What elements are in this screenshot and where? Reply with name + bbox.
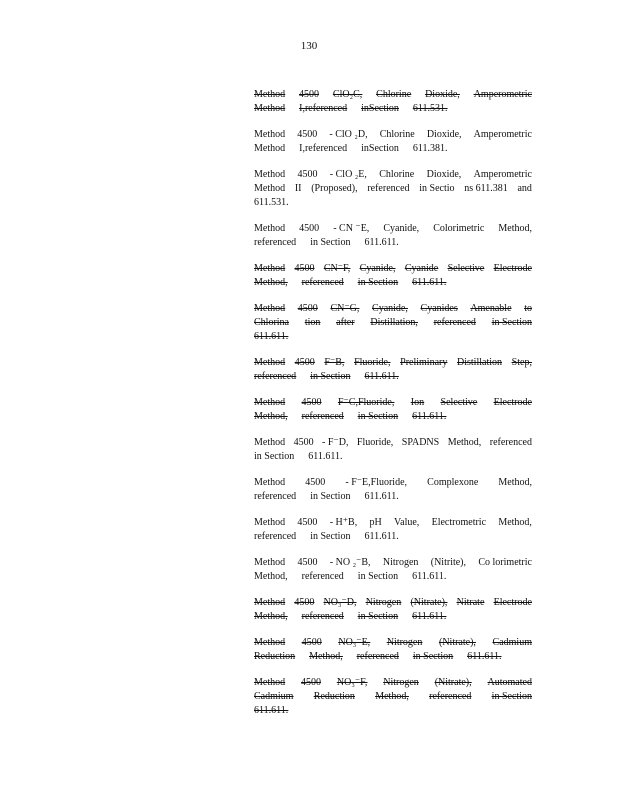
entry-line bbox=[254, 330, 532, 344]
entry-word: Cyanide, bbox=[383, 223, 420, 234]
entry-word: 4500 bbox=[297, 129, 318, 140]
entry-word: Cyanide bbox=[404, 263, 439, 274]
entry-word: 611.611. bbox=[254, 331, 289, 342]
entry-word: Selective bbox=[447, 263, 485, 274]
entry-word: Nitrogen bbox=[365, 597, 402, 608]
entry-word: Method bbox=[254, 103, 286, 114]
entry-word: NO₃⁻F, bbox=[336, 677, 368, 688]
entry-word: - CN ⁻E, bbox=[333, 223, 370, 234]
entry-line bbox=[254, 650, 532, 664]
entry-word: - F⁻E,Fluoride, bbox=[345, 477, 408, 488]
entry-word: 611.531. bbox=[254, 197, 289, 208]
entry-line bbox=[254, 476, 532, 490]
entry-word: in Section bbox=[310, 491, 351, 502]
entry-word: 611.611. bbox=[364, 491, 399, 502]
struck-method-entry bbox=[254, 356, 532, 384]
entry-word: Method bbox=[254, 677, 286, 688]
entry-word: referenced bbox=[301, 611, 344, 622]
entry-word: Complexone bbox=[427, 477, 479, 488]
method-entry bbox=[254, 128, 532, 156]
entry-word: ClO₂C, bbox=[332, 89, 363, 100]
entry-word: Method, bbox=[498, 517, 532, 528]
struck-method-entry bbox=[254, 396, 532, 424]
entry-word: Fluoride, bbox=[354, 357, 391, 368]
entry-word: (Nitrate), bbox=[438, 637, 476, 648]
entry-word: Cyanide, bbox=[372, 303, 408, 314]
entry-word: NO₃⁻D, bbox=[323, 597, 357, 608]
entry-word: Co lorimetric bbox=[478, 557, 532, 568]
entry-line bbox=[254, 302, 532, 316]
entry-word: Method, bbox=[498, 477, 532, 488]
entry-word: Fluoride, bbox=[356, 437, 394, 448]
method-entry bbox=[254, 436, 532, 464]
entry-word: referenced bbox=[301, 411, 344, 422]
struck-method-entry bbox=[254, 676, 532, 718]
entry-word: CN⁻G, bbox=[330, 303, 360, 314]
entry-word: - ClO ₂D, bbox=[329, 129, 368, 140]
entry-word: Method, bbox=[254, 571, 288, 582]
entry-word: Nitrogen bbox=[386, 637, 423, 648]
entry-word: Method, bbox=[309, 651, 343, 662]
entry-word: - NO ₂⁻B, bbox=[329, 557, 371, 568]
entry-word: F⁻B, bbox=[324, 357, 345, 368]
entry-word: (Nitrite), bbox=[430, 557, 467, 568]
entry-word: 611.611. bbox=[364, 531, 399, 542]
entry-word: 4500 bbox=[297, 557, 318, 568]
entry-word: referenced bbox=[429, 691, 472, 702]
entry-word: Amenable bbox=[470, 303, 512, 314]
method-entry bbox=[254, 556, 532, 584]
entry-word: inSection bbox=[361, 103, 399, 114]
entry-word: Chlorine bbox=[379, 129, 415, 140]
entry-word: SPADNS bbox=[401, 437, 440, 448]
entry-line bbox=[254, 262, 532, 276]
entry-word: referenced bbox=[356, 651, 399, 662]
entry-line bbox=[254, 690, 532, 704]
entry-word: 611.611. bbox=[412, 277, 447, 288]
entry-word: referenced bbox=[301, 571, 344, 582]
entry-line bbox=[254, 436, 532, 450]
entry-word: Method bbox=[254, 397, 286, 408]
method-list bbox=[254, 88, 532, 730]
entry-word: - F⁻D, bbox=[322, 437, 349, 448]
entry-word: Cadmium bbox=[492, 637, 532, 648]
entry-word: (Proposed), bbox=[311, 183, 358, 194]
entry-word: referenced bbox=[489, 437, 532, 448]
entry-word: Automated bbox=[487, 677, 532, 688]
entry-word: Method bbox=[254, 303, 286, 314]
entry-word: Electrode bbox=[493, 397, 532, 408]
entry-word: Selective bbox=[440, 397, 478, 408]
entry-word: in Section bbox=[254, 451, 295, 462]
entry-word: 611.611. bbox=[467, 651, 502, 662]
method-entry bbox=[254, 168, 532, 210]
entry-word: Method, bbox=[254, 611, 288, 622]
entry-word: 4500 bbox=[299, 223, 320, 234]
entry-word: 4500 bbox=[301, 397, 322, 408]
entry-line bbox=[254, 182, 532, 196]
entry-line bbox=[254, 356, 532, 370]
entry-word: 4500 bbox=[294, 597, 315, 608]
entry-line bbox=[254, 490, 532, 504]
entry-word: Distillation, bbox=[370, 317, 418, 328]
entry-word: Method bbox=[254, 517, 286, 528]
entry-word: 611.611. bbox=[412, 571, 447, 582]
entry-word: ns 611.381 bbox=[464, 183, 508, 194]
entry-word: 4500 bbox=[301, 677, 321, 688]
entry-word: 4500 bbox=[299, 89, 320, 100]
entry-line bbox=[254, 102, 532, 116]
entry-word: Dioxide, bbox=[425, 89, 460, 100]
entry-word: in Section bbox=[310, 531, 351, 542]
entry-word: Chlorina bbox=[254, 317, 289, 328]
entry-word: Amperometric bbox=[473, 129, 532, 140]
entry-word: Method bbox=[254, 169, 286, 180]
entry-word: 4500 bbox=[293, 437, 314, 448]
method-entry bbox=[254, 222, 532, 250]
struck-method-entry bbox=[254, 302, 532, 344]
entry-word: Cyanide, bbox=[359, 263, 396, 274]
struck-method-entry bbox=[254, 636, 532, 664]
entry-word: Method bbox=[254, 557, 286, 568]
entry-word: (Nitrate), bbox=[410, 597, 448, 608]
entry-word: Method bbox=[254, 89, 286, 100]
entry-word: in Section bbox=[491, 317, 532, 328]
entry-line bbox=[254, 704, 532, 718]
entry-word: 4500 bbox=[294, 263, 315, 274]
entry-word: I,referenced bbox=[299, 103, 348, 114]
entry-word: 611.611. bbox=[412, 611, 447, 622]
entry-line bbox=[254, 88, 532, 102]
entry-word: in Section bbox=[357, 611, 399, 622]
entry-word: in Section bbox=[357, 571, 399, 582]
entry-word: referenced bbox=[254, 531, 297, 542]
entry-line bbox=[254, 396, 532, 410]
struck-method-entry bbox=[254, 262, 532, 290]
entry-word: 4500 bbox=[294, 357, 315, 368]
entry-word: and bbox=[517, 183, 532, 194]
entry-word: Method, bbox=[375, 691, 409, 702]
entry-word: Distillation bbox=[457, 357, 503, 368]
entry-word: pH bbox=[369, 517, 382, 528]
entry-line bbox=[254, 410, 532, 424]
entry-word: Chlorine bbox=[379, 169, 415, 180]
entry-word: Nitrogen bbox=[382, 557, 419, 568]
entry-word: Method bbox=[254, 637, 286, 648]
entry-line bbox=[254, 676, 532, 690]
entry-word: in Section bbox=[310, 237, 351, 248]
entry-word: Method bbox=[254, 437, 286, 448]
entry-line bbox=[254, 222, 532, 236]
entry-word: 611.611. bbox=[364, 237, 399, 248]
entry-word: Preliminary bbox=[400, 357, 448, 368]
entry-word: 4500 bbox=[305, 477, 326, 488]
entry-line bbox=[254, 530, 532, 544]
entry-line bbox=[254, 636, 532, 650]
entry-word: referenced bbox=[254, 371, 297, 382]
entry-word: Method bbox=[254, 477, 286, 488]
entry-line bbox=[254, 316, 532, 330]
entry-word: in Section bbox=[491, 691, 532, 702]
entry-word: 4500 bbox=[297, 517, 318, 528]
entry-word: Method bbox=[254, 357, 286, 368]
entry-word: referenced bbox=[301, 277, 344, 288]
entry-word: Amperometric bbox=[473, 89, 532, 100]
method-entry bbox=[254, 476, 532, 504]
entry-word: 611.611. bbox=[364, 371, 399, 382]
entry-word: Method bbox=[254, 597, 286, 608]
entry-word: F⁻C,Fluoride, bbox=[337, 397, 395, 408]
entry-word: Dioxide, bbox=[426, 169, 462, 180]
entry-word: Colorimetric bbox=[433, 223, 485, 234]
entry-word: 4500 bbox=[297, 169, 318, 180]
entry-word: Step, bbox=[511, 357, 532, 368]
entry-word: in Section bbox=[412, 651, 454, 662]
page-number: 130 bbox=[300, 40, 318, 52]
entry-word: referenced bbox=[433, 317, 476, 328]
entry-word: Method bbox=[254, 143, 286, 154]
entry-line bbox=[254, 142, 532, 156]
entry-word: Method, bbox=[254, 277, 288, 288]
entry-word: in Sectio bbox=[419, 183, 455, 194]
entry-word: Cadmium bbox=[254, 691, 294, 702]
method-entry bbox=[254, 516, 532, 544]
entry-word: NO₃⁻E, bbox=[338, 637, 371, 648]
entry-word: Method bbox=[254, 129, 286, 140]
entry-word: Method bbox=[254, 263, 286, 274]
entry-word: I,referenced bbox=[299, 143, 348, 154]
entry-word: Method, bbox=[447, 437, 482, 448]
entry-word: tion bbox=[304, 317, 321, 328]
entry-word: Electrometric bbox=[431, 517, 487, 528]
entry-word: 611.611. bbox=[308, 451, 343, 462]
entry-word: Ion bbox=[410, 397, 425, 408]
entry-line bbox=[254, 196, 532, 210]
entry-word: inSection bbox=[361, 143, 399, 154]
entry-word: referenced bbox=[254, 491, 297, 502]
entry-line bbox=[254, 556, 532, 570]
entry-word: (Nitrate), bbox=[434, 677, 472, 688]
entry-line bbox=[254, 276, 532, 290]
entry-word: Electrode bbox=[493, 263, 532, 274]
entry-line bbox=[254, 570, 532, 584]
entry-line bbox=[254, 236, 532, 250]
entry-word: CN⁻F, bbox=[323, 263, 351, 274]
entry-line bbox=[254, 516, 532, 530]
entry-word: Method bbox=[254, 223, 286, 234]
entry-line bbox=[254, 596, 532, 610]
entry-word: 4500 bbox=[297, 303, 318, 314]
entry-word: - H⁺B, bbox=[329, 517, 358, 528]
entry-word: 611.611. bbox=[412, 411, 447, 422]
entry-line bbox=[254, 610, 532, 624]
entry-line bbox=[254, 128, 532, 142]
entry-word: Dioxide, bbox=[426, 129, 462, 140]
entry-word: Value, bbox=[394, 517, 420, 528]
entry-word: Reduction bbox=[254, 651, 296, 662]
entry-line bbox=[254, 168, 532, 182]
entry-word: II bbox=[294, 183, 302, 194]
entry-word: Reduction bbox=[313, 691, 355, 702]
entry-word: - ClO ₂E, bbox=[329, 169, 367, 180]
entry-word: Cyanides bbox=[420, 303, 458, 314]
entry-line bbox=[254, 370, 532, 384]
struck-method-entry bbox=[254, 596, 532, 624]
entry-word: referenced bbox=[367, 183, 410, 194]
entry-line bbox=[254, 450, 532, 464]
entry-word: Amperometric bbox=[473, 169, 532, 180]
entry-word: in Section bbox=[357, 411, 399, 422]
entry-word: after bbox=[336, 317, 355, 328]
entry-word: Electrode bbox=[493, 597, 532, 608]
entry-word: Chlorine bbox=[376, 89, 412, 100]
entry-word: 611.611. bbox=[254, 705, 289, 716]
entry-word: in Section bbox=[357, 277, 399, 288]
entry-word: 611.381. bbox=[412, 143, 448, 154]
entry-word: Nitrate bbox=[456, 597, 485, 608]
entry-word: 611.531. bbox=[412, 103, 448, 114]
entry-word: Method bbox=[254, 183, 286, 194]
entry-word: Method, bbox=[498, 223, 532, 234]
entry-word: in Section bbox=[310, 371, 351, 382]
entry-word: Method, bbox=[254, 411, 288, 422]
entry-word: to bbox=[524, 303, 532, 314]
entry-word: Nitrogen bbox=[383, 677, 419, 688]
entry-word: 4500 bbox=[301, 637, 322, 648]
entry-word: referenced bbox=[254, 237, 297, 248]
struck-method-entry bbox=[254, 88, 532, 116]
